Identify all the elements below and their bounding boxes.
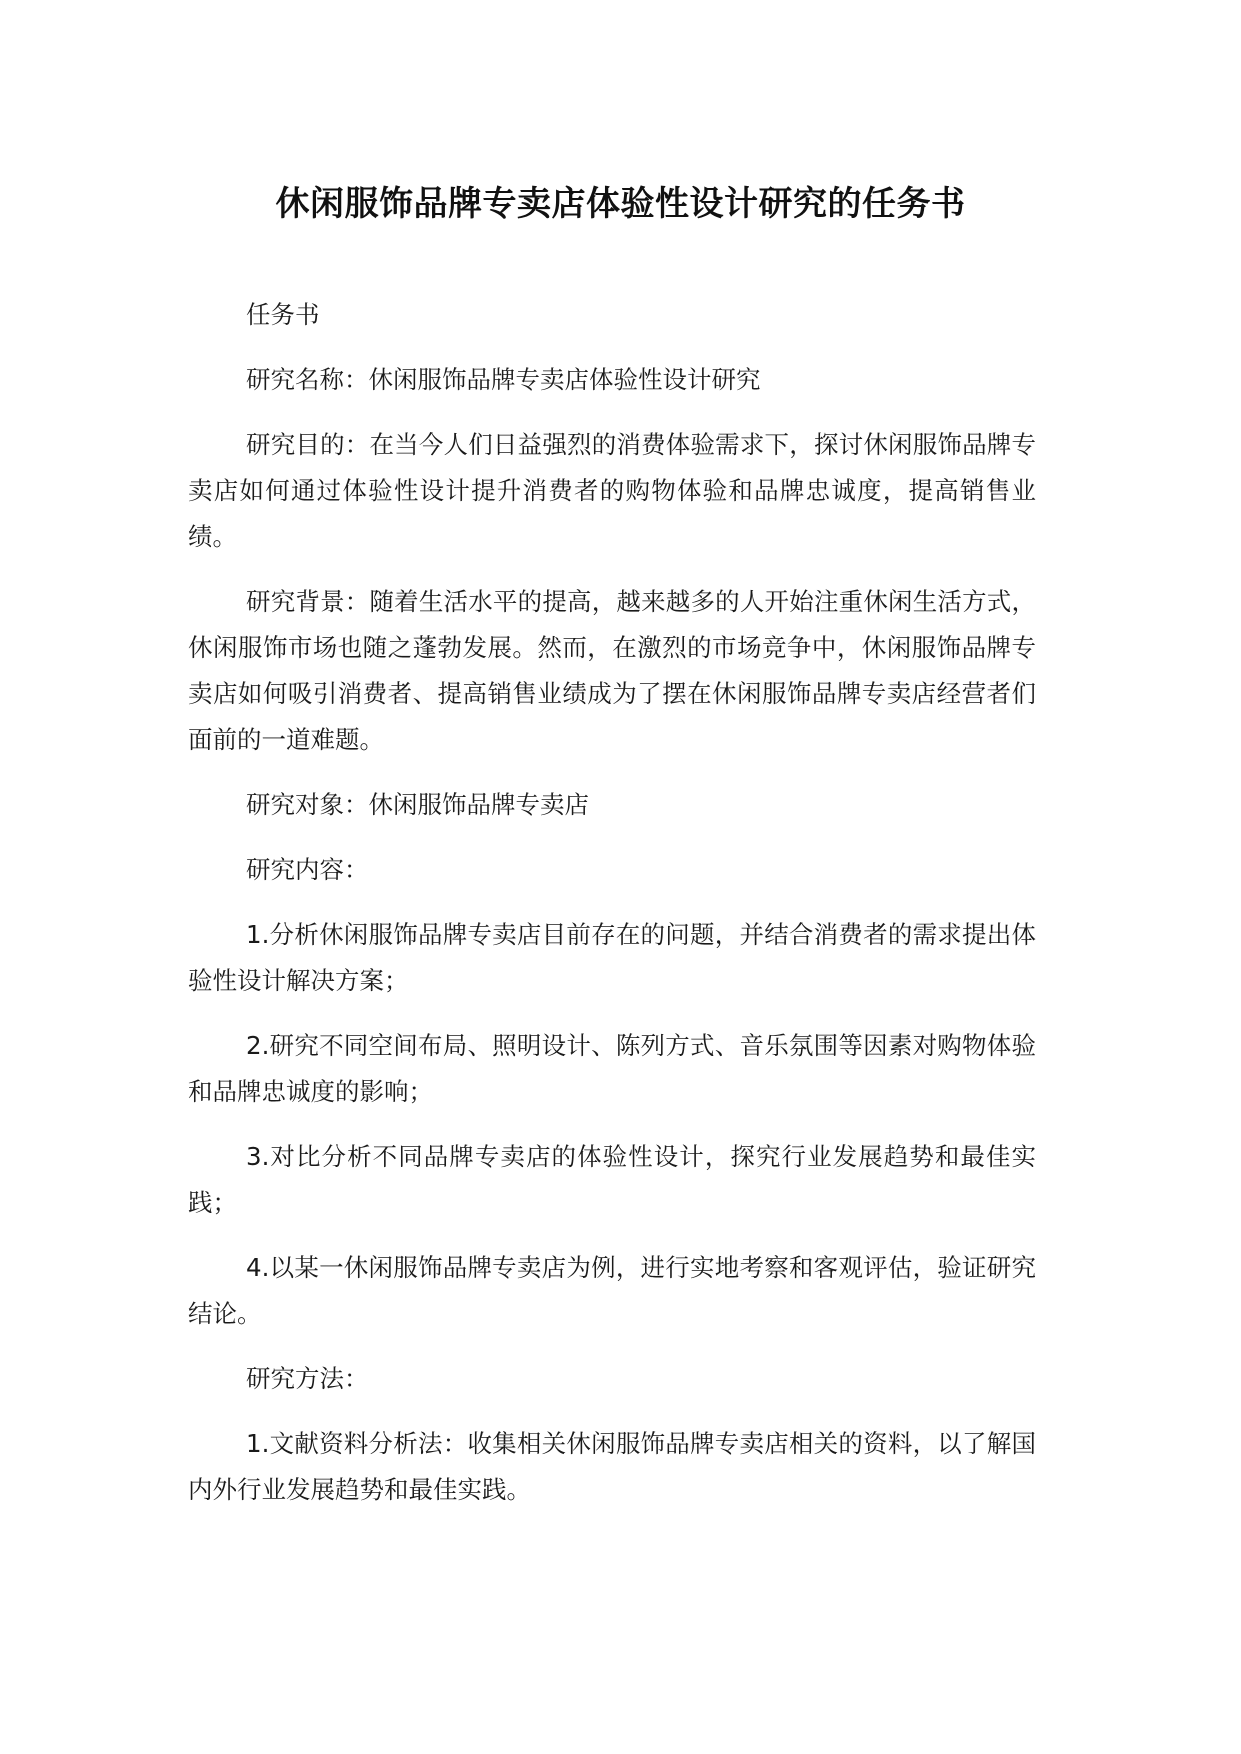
paragraph-research-object: 研究对象：休闲服饰品牌专卖店 [246,790,589,819]
paragraph-research-background: 研究背景：随着生活水平的提高，越来越多的人开始注重休闲生活方式，休闲服饰市场也随之蓬勃发展。然而，在激烈的市场竞争中，休闲服饰品牌专卖店如何吸引消费者、提高销售业绩成为了摆在休闲服饰品牌专卖店经营者们面前的一道难题。 [188,587,1036,754]
paragraph-heading-task: 任务书 [246,300,320,329]
document-title: 休闲服饰品牌专卖店体验性设计研究的任务书 [275,184,966,224]
paragraph-content-item-4: 4.以某一休闲服饰品牌专卖店为例，进行实地考察和客观评估，验证研究结论。 [188,1253,1036,1328]
paragraph-research-content-heading: 研究内容： [246,855,369,884]
paragraph-research-purpose: 研究目的：在当今人们日益强烈的消费体验需求下，探讨休闲服饰品牌专卖店如何通过体验性设计提升消费者的购物体验和品牌忠诚度，提高销售业绩。 [188,430,1036,551]
paragraph-method-item-1: 1.文献资料分析法：收集相关休闲服饰品牌专卖店相关的资料，以了解国内外行业发展趋势和最佳实践。 [188,1429,1036,1504]
document-body [188,292,1036,1532]
paragraph-research-name: 研究名称：休闲服饰品牌专卖店体验性设计研究 [246,365,761,394]
paragraph-content-item-1: 1.分析休闲服饰品牌专卖店目前存在的问题，并结合消费者的需求提出体验性设计解决方案； [188,920,1036,995]
paragraph-research-method-heading: 研究方法： [246,1364,369,1393]
paragraph-content-item-2: 2.研究不同空间布局、照明设计、陈列方式、音乐氛围等因素对购物体验和品牌忠诚度的影响； [188,1031,1036,1106]
paragraph-content-item-3: 3.对比分析不同品牌专卖店的体验性设计，探究行业发展趋势和最佳实践； [188,1142,1036,1217]
